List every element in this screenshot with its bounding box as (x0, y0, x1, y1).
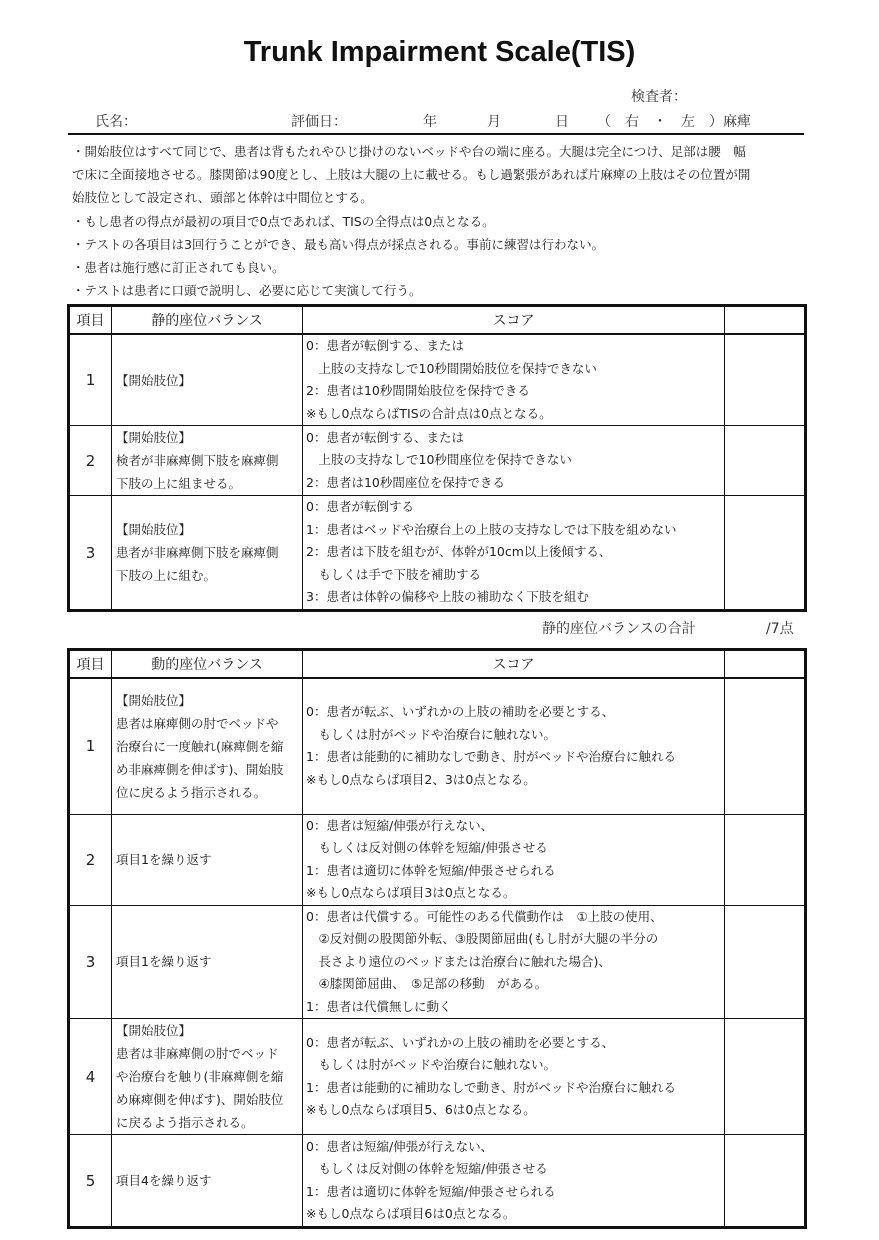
score-line: 2：患者は10秒間座位を保持できる (306, 474, 505, 490)
item-number: 1 (70, 334, 112, 426)
item-desc (112, 1135, 303, 1227)
score-line: もしくは反対側の体幹を短縮/伸張させる (306, 840, 548, 855)
score-line: ※もし0点ならば項目6は0点となる。 (306, 1206, 516, 1221)
desc-line: 下肢の上に組む。 (116, 568, 217, 583)
year-label: 年 (423, 114, 437, 130)
score-line: 3：患者は体幹の偏移や上肢の補助なく下肢を組む (306, 589, 589, 605)
item-number: 5 (70, 1135, 112, 1227)
score-line: 1：患者は適切に体幹を短縮/伸張させられる (306, 862, 556, 878)
item-desc (112, 678, 303, 814)
item-score (303, 1019, 725, 1135)
header-rule (68, 133, 804, 135)
note-line: で床に全面接地させる。膝関節は90度とし、上肢は大腿の上に載せる。もし過緊張があれば片麻痺の上肢はその位置が開 (72, 167, 751, 183)
score-line: 2：患者は下肢を組むが、体幹が10cm以上後傾する、 (306, 544, 612, 560)
desc-line: 【開始肢位】 (116, 430, 192, 445)
score-line: 長さより遠位のベッドまたは治療台に触れた場合)、 (306, 953, 611, 969)
date-label: 評価日： (291, 114, 347, 130)
col-item-header: 項目 (70, 651, 112, 679)
note-line: ・テストの各項目は3回行うことができ、最も高い得点が採点される。事前に練習は行わない。 (72, 236, 604, 252)
item-number: 2 (70, 426, 112, 496)
instructions (72, 140, 804, 302)
score-line: ※もし0点ならば項目2、3は0点となる。 (306, 771, 536, 787)
score-line: 1：患者は適切に体幹を短縮/伸張させられる (306, 1183, 556, 1199)
desc-line: 項目1を繰り返す (116, 954, 212, 970)
desc-line: 下肢の上に組ませる。 (116, 476, 242, 491)
static-balance-table (69, 306, 805, 610)
score-line: ※もし0点ならばTISの合計点は0点となる。 (306, 405, 552, 421)
desc-line: 検者が非麻痺側下肢を麻痺側 (116, 453, 279, 468)
note-line: ・患者は施行感に訂正されても良い。 (72, 260, 285, 276)
desc-line: に戻るよう指示される。 (116, 1115, 254, 1130)
item-number: 1 (70, 678, 112, 814)
score-entry-cell[interactable] (725, 496, 805, 610)
desc-line: 【開始肢位】 (116, 372, 192, 388)
item-score (303, 678, 725, 814)
score-line: 2：患者は10秒間開始肢位を保持できる (306, 383, 530, 398)
score-line: もしくは肘がベッドや治療台に触れない。 (306, 726, 557, 742)
desc-line: や治療台を触り(非麻痺側を縮 (116, 1069, 284, 1084)
item-desc (112, 496, 303, 610)
score-line: 0：患者が転倒する、または (306, 429, 464, 445)
month-label: 月 (487, 114, 501, 130)
day-label: 日 (555, 114, 569, 130)
score-entry-cell[interactable] (725, 334, 805, 426)
score-line: 0：患者が転倒する (306, 499, 414, 515)
col-blank-header (725, 651, 805, 679)
table-row (70, 1019, 805, 1135)
static-total-label: 静的座位バランスの合計 (542, 621, 696, 637)
desc-line: 患者は麻痺側の肘でベッドや (116, 715, 279, 731)
score-line: もしくは反対側の体幹を短縮/伸張させる (306, 1161, 548, 1176)
score-entry-cell[interactable] (725, 1135, 805, 1227)
page-title: Trunk Impairment Scale(TIS) (243, 36, 636, 68)
table-row (70, 905, 805, 1019)
item-desc (112, 814, 303, 905)
desc-line: 項目1を繰り返す (116, 852, 212, 867)
dynamic-balance-table (69, 650, 805, 1227)
col-score-header: スコア (303, 307, 725, 335)
col-name-header: 静的座位バランス (112, 307, 303, 335)
score-line: 0：患者は短縮/伸張が行えない、 (306, 1138, 494, 1154)
score-line: 0：患者が転ぶ、いずれかの上肢の補助を必要とする、 (306, 704, 615, 720)
item-score (303, 334, 725, 426)
name-label: 氏名： (95, 114, 137, 130)
paralysis-side: （ 右 ・ 左 ）麻痺 (597, 114, 751, 130)
desc-line: 【開始肢位】 (116, 692, 192, 708)
score-line: 1：患者は代償無しに動く (306, 998, 452, 1014)
table-row (70, 334, 805, 426)
item-number: 3 (70, 496, 112, 610)
note-line: ・開始肢位はすべて同じで、患者は背もたれやひじ掛けのないベッドや台の端に座る。大腿は完全につけ、足部は腰 幅 (72, 144, 746, 159)
item-score (303, 814, 725, 905)
score-line: 0：患者は代償する。可能性のある代償動作は ①上肢の使用、 (306, 908, 663, 924)
score-line: 上肢の支持なしで10秒間開始肢位を保持できない (306, 360, 597, 376)
item-desc (112, 334, 303, 426)
desc-line: 項目4を繰り返す (116, 1173, 212, 1188)
col-item-header: 項目 (70, 307, 112, 335)
desc-line: め麻痺側を伸ばす)、開始肢位 (116, 1092, 284, 1107)
score-entry-cell[interactable] (725, 678, 805, 814)
item-number: 3 (70, 905, 112, 1019)
examiner-label: 検査者： (631, 89, 687, 105)
item-score (303, 905, 725, 1019)
desc-line: 治療台に一度触れ(麻痺側を縮 (116, 738, 284, 754)
item-score (303, 1135, 725, 1227)
score-line: 1：患者は能動的に補助なしで動き、肘がベッドや治療台に触れる (306, 1079, 676, 1095)
note-line: ・テストは患者に口頭で説明し、必要に応じて実演して行う。 (72, 283, 422, 299)
desc-line: 【開始肢位】 (116, 1023, 192, 1038)
score-entry-cell[interactable] (725, 426, 805, 496)
score-entry-cell[interactable] (725, 905, 805, 1019)
score-line: ②反対側の股関節外転、③股関節屈曲(もし肘が大腿の半分の (306, 931, 659, 946)
score-line: 1：患者は能動的に補助なしで動き、肘がベッドや治療台に触れる (306, 749, 676, 765)
score-line: 上肢の支持なしで10秒間座位を保持できない (306, 452, 572, 468)
score-line: 1：患者はベッドや治療台上の上肢の支持なしでは下肢を組めない (306, 521, 677, 537)
note-line: ・もし患者の得点が最初の項目で0点であれば、TISの全得点は0点となる。 (72, 213, 495, 229)
score-entry-cell[interactable] (725, 1019, 805, 1135)
score-entry-cell[interactable] (725, 814, 805, 905)
table-row (70, 426, 805, 496)
item-score (303, 426, 725, 496)
item-score (303, 496, 725, 610)
item-desc (112, 905, 303, 1019)
table-row (70, 1135, 805, 1227)
item-number: 2 (70, 814, 112, 905)
desc-line: 患者は非麻痺側の肘でベッド (116, 1046, 279, 1061)
item-desc (112, 426, 303, 496)
table-row (70, 496, 805, 610)
score-line: もしくは手で下肢を補助する (306, 566, 482, 582)
item-desc (112, 1019, 303, 1135)
col-name-header: 動的座位バランス (112, 651, 303, 679)
table-row (70, 678, 805, 814)
score-line: 0：患者が転ぶ、いずれかの上肢の補助を必要とする、 (306, 1034, 615, 1050)
score-line: ※もし0点ならば項目5、6は0点となる。 (306, 1102, 536, 1117)
score-line: 0：患者は短縮/伸張が行えない、 (306, 817, 494, 833)
table-row (70, 814, 805, 905)
col-score-header: スコア (303, 651, 725, 679)
desc-line: め非麻痺側を伸ばす)、開始肢 (116, 761, 284, 777)
score-line: もしくは肘がベッドや治療台に触れない。 (306, 1057, 557, 1072)
score-line: ④膝関節屈曲、 ⑤足部の移動 がある。 (306, 976, 548, 991)
desc-line: 位に戻るよう指示される。 (116, 784, 267, 800)
note-line: 始肢位として設定され、頭部と体幹は中間位とする。 (72, 190, 373, 206)
desc-line: 患者が非麻痺側下肢を麻痺側 (116, 545, 279, 560)
item-number: 4 (70, 1019, 112, 1135)
score-line: 0：患者が転倒する、または (306, 338, 464, 353)
static-total-max: /7点 (766, 621, 794, 637)
desc-line: 【開始肢位】 (116, 522, 192, 537)
col-blank-header (725, 307, 805, 335)
score-line: ※もし0点ならば項目3は0点となる。 (306, 885, 516, 900)
